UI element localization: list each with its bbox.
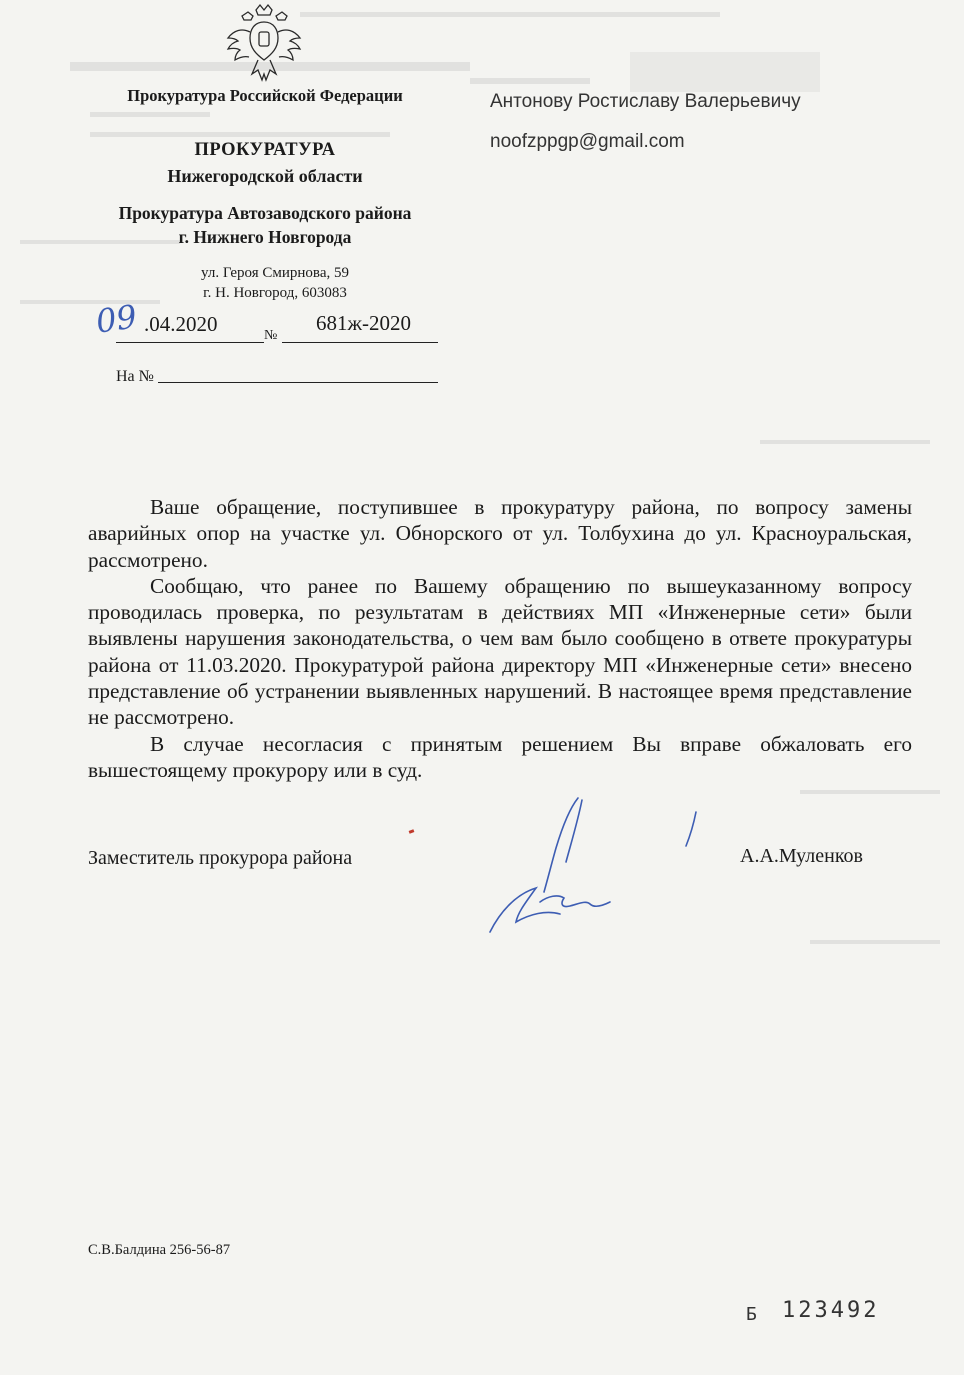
- body-paragraph: Ваше обращение, поступившее в прокуратуру района, по вопросу замены аварийных опор на участке ул. Обнорского от ул. Толбухина до ул. Красноуральская, рассмотрено.: [88, 495, 912, 572]
- reply-to-underline: [158, 382, 438, 383]
- org-main-title: ПРОКУРАТУРА: [194, 140, 336, 160]
- bleed-through-mark: [470, 78, 590, 84]
- bleed-through-mark: [630, 52, 820, 92]
- form-series: Б: [746, 1304, 760, 1325]
- form-number: 123492: [782, 1298, 880, 1323]
- bleed-through-mark: [90, 112, 210, 117]
- number-sign: №: [264, 328, 278, 343]
- signatory-position: Заместитель прокурора района: [88, 847, 353, 869]
- recipient-email: noofzppgp@gmail.com: [490, 131, 685, 152]
- date-underline: [116, 342, 264, 343]
- org-top-title: Прокуратура Российской Федерации: [127, 86, 403, 105]
- registration-date: .04.2020: [144, 312, 218, 336]
- letter-body: [88, 494, 912, 783]
- registration-number: 681ж-2020: [316, 311, 412, 335]
- body-paragraph: В случае несогласия с принятым решением Вы вправе обжаловать его вышестоящему прокурору или в суд.: [88, 731, 912, 782]
- org-region-title: Нижегородской области: [167, 166, 363, 186]
- red-ink-dot: [409, 829, 415, 834]
- bleed-through-mark: [300, 12, 720, 17]
- number-underline: [282, 342, 438, 343]
- handwritten-day: 09: [93, 297, 140, 341]
- org-district-city: г. Нижнего Новгорода: [178, 227, 352, 247]
- bleed-through-mark: [800, 790, 940, 794]
- bleed-through-mark: [90, 132, 390, 137]
- executor-line: С.В.Балдина 256-56-87: [88, 1242, 231, 1258]
- org-address-city: г. Н. Новгород, 603083: [203, 285, 347, 301]
- org-district-title: Прокуратура Автозаводского района: [118, 203, 412, 223]
- bleed-through-mark: [810, 940, 940, 944]
- org-address-street: ул. Героя Смирнова, 59: [201, 265, 349, 281]
- recipient-name: Антонову Ростиславу Валерьевичу: [490, 91, 801, 112]
- handwritten-signature: [450, 792, 730, 942]
- body-paragraph: Сообщаю, что ранее по Вашему обращению по вышеуказанному вопросу проводилась проверка, по результатам в действиях МП «Инженерные сети» были выявлены нарушения законодательства, о чем вам было сообщено в ответе прокуратуры района от 11.03.2020. Прокуратурой района директору МП «Инженерные сети» внесено представление об устранении выявленных нарушений. В настоящее время представление не рассмотрено.: [88, 573, 912, 730]
- coat-of-arms-emblem: [222, 2, 306, 88]
- reply-to-label: На №: [116, 368, 154, 385]
- signatory-name: А.А.Муленков: [740, 845, 863, 867]
- bleed-through-mark: [760, 440, 930, 444]
